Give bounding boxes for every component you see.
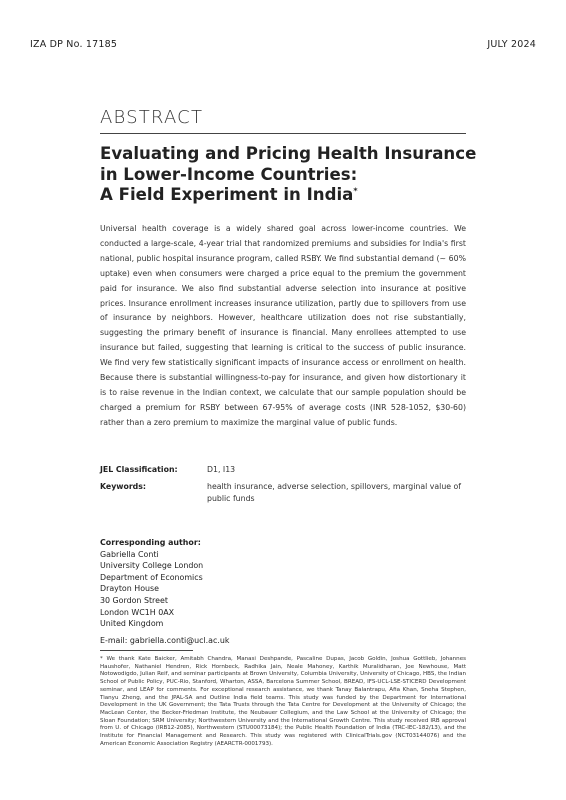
author-city: London WC1H 0AX (100, 607, 175, 617)
abstract-text: Universal health coverage is a widely shared goal across lower-income countries. We conducted a large-scale, 4-year trial that randomized premiums and subsidies for India's first national, public hospital insurance program, called RSBY. We find substantial demand (~ 60% uptake) even when consumers were charged a price equal to the premium the government paid for insurance. We also find substantial adverse selection into insurance at positive prices. Insurance enrollment increases insurance utilization, partly due to spillovers from use of insurance by neighbors. However, healthcare utilization does not rise substantially, suggesting the primary benefit of insurance is financial. Many enrollees attempted to use insurance but failed, suggesting that learning is critical to the success of public insurance. We find very few statistically significant impacts of insurance access or enrollment on health. Because there is substantial willingness-to-pay for insurance, and given how distortionary it is to raise revenue in the Indian context, we calculate that our sample population should be charged a premium for RSBY between 67-95% of average costs (INR 528-1052, $30-60) rather than a zero premium to maximize the marginal value of public funds. (100, 224, 466, 427)
jel-value: D1, I13 (207, 465, 236, 474)
footnote-rule (100, 650, 193, 651)
title-line-3-text: A Field Experiment in India (100, 185, 354, 204)
corresponding-author-label: Corresponding author: (100, 538, 201, 547)
acknowledgements-footnote: * We thank Kate Baicker, Amitabh Chandra, Manasi Deshpande, Pascaline Dupas, Jacob Goldin, Joshua Gottlieb, Johannes Haushofer, Nathaniel Hendren, Rick Hornbeck, Radhika Jain, Neale Mahoney, Karthik Muralidharan, Joe Newhouse, Matt Notowodigdo, Julian Reif, and seminar participants at Brown University, Columbia University, University of Chicago, HBS, the Indian School of Public Policy, PUC-Rio, Stanford, Wharton, ASSA, Barcelona Summer School, BREAD, IFS-UCL-LSE-STICERD Development seminar, and LEAP for comments. For exceptional research assistance, we thank Tanay Balantrapu, Afia Khan, Sneha Stephen, Tianyu Zheng, and the JPAL-SA and Outline India field teams. This study was funded by the Department for International Development in the UK Government; the Tata Trusts through the Tata Centre for Development at the University of Chicago; the MacLean Center, the Becker-Friedman Institute, the Neubauer Collegium, and the Law School at the University of Chicago; the Sloan Foundation; SRM University; Northwestern University and the International Growth Centre. This study received IRB approval from U. of Chicago (IRB12-2085), Northwestern (STU00073184); the Public Health Foundation of India (TRC-IEC-182/13), and the Institute for Financial Management and Research. This study was registered with ClinicalTrials.gov (NCT03144076) and the American Economic Association Registry (AEARCTR-0001793). (100, 656, 466, 747)
author-building: Drayton House (100, 584, 159, 594)
title-line-1: Evaluating and Pricing Health Insurance (100, 144, 477, 163)
author-department: Department of Economics (100, 572, 203, 582)
publication-date: JULY 2024 (487, 39, 536, 50)
abstract-heading: ABSTRACT (100, 107, 204, 128)
author-name: Gabriella Conti (100, 549, 159, 559)
footnote-marker: * (353, 186, 358, 196)
keywords-label: Keywords: (100, 482, 147, 491)
keywords-value: health insurance, adverse selection, spillovers, marginal value of public funds (207, 482, 462, 503)
author-country: United Kingdom (100, 619, 164, 629)
author-email: E-mail: gabriella.conti@ucl.ac.uk (100, 635, 230, 645)
title-line-3 (100, 185, 480, 206)
jel-label: JEL Classification: (100, 465, 178, 474)
corresponding-author (100, 537, 229, 646)
author-institution: University College London (100, 561, 204, 571)
heading-rule (100, 133, 466, 134)
paper-title (100, 144, 480, 206)
series-number: IZA DP No. 17185 (30, 39, 118, 50)
author-street: 30 Gordon Street (100, 595, 168, 605)
title-line-2: in Lower-Income Countries: (100, 164, 358, 184)
